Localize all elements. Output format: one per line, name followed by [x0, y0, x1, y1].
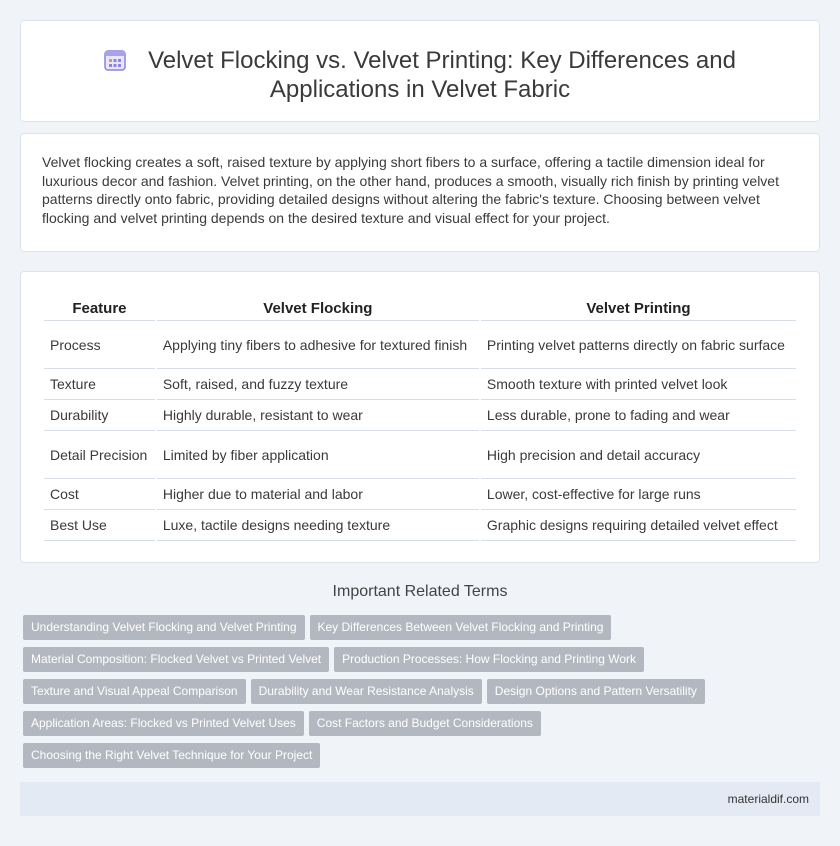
row-flocking: Applying tiny fibers to adhesive for textured finish [157, 321, 479, 369]
row-flocking: Limited by fiber application [157, 431, 479, 479]
row-printing: Printing velvet patterns directly on fabric surface [481, 321, 796, 369]
row-feature: Best Use [44, 510, 155, 541]
table-header-row [44, 295, 796, 321]
row-flocking: Highly durable, resistant to wear [157, 400, 479, 431]
related-term-tag[interactable]: Durability and Wear Resistance Analysis [251, 679, 482, 704]
header-velvet-printing: Velvet Printing [481, 295, 796, 321]
related-term-tag[interactable]: Application Areas: Flocked vs Printed Velvet Uses [23, 711, 304, 736]
intro-paragraph: Velvet flocking creates a soft, raised texture by applying short fibers to a surface, offering a tactile dimension ideal for luxurious decor and fashion. Velvet printing, on the other hand, produces a smooth, visually rich finish by printing velvet patterns directly onto fabric, providing detailed designs without altering the fabric's texture. Choosing between velvet flocking and velvet printing depends on the desired texture and visual effect for your project. [42, 154, 779, 226]
row-flocking: Luxe, tactile designs needing texture [157, 510, 479, 541]
title-line-1: Velvet Flocking vs. Velvet Printing: Key Differences and [148, 47, 736, 74]
calendar-grid-icon [104, 49, 126, 71]
comparison-card [20, 271, 820, 563]
header-velvet-flocking: Velvet Flocking [157, 295, 479, 321]
table-row [44, 510, 796, 541]
page-title [21, 46, 819, 104]
related-term-tag[interactable]: Material Composition: Flocked Velvet vs Printed Velvet [23, 647, 329, 672]
table-row [44, 431, 796, 479]
title-line-2: Applications in Velvet Fabric [269, 76, 571, 103]
row-printing: Less durable, prone to fading and wear [481, 400, 796, 431]
row-printing: Lower, cost-effective for large runs [481, 479, 796, 510]
row-flocking: Higher due to material and labor [157, 479, 479, 510]
row-feature: Detail Precision [44, 431, 155, 479]
row-feature: Durability [44, 400, 155, 431]
row-flocking: Soft, raised, and fuzzy texture [157, 369, 479, 400]
related-term-tag[interactable]: Key Differences Between Velvet Flocking and Printing [310, 615, 612, 640]
related-term-tag[interactable]: Production Processes: How Flocking and Printing Work [334, 647, 644, 672]
intro-card [20, 133, 820, 252]
row-printing: Smooth texture with printed velvet look [481, 369, 796, 400]
table-row [44, 369, 796, 400]
table-row [44, 479, 796, 510]
footer [20, 782, 820, 816]
table-row [44, 400, 796, 431]
related-term-tag[interactable]: Design Options and Pattern Versatility [487, 679, 705, 704]
row-printing: High precision and detail accuracy [481, 431, 796, 479]
related-term-tag[interactable]: Choosing the Right Velvet Technique for Your Project [23, 743, 320, 768]
related-term-tag[interactable]: Cost Factors and Budget Considerations [309, 711, 541, 736]
related-term-tag[interactable]: Understanding Velvet Flocking and Velvet Printing [23, 615, 305, 640]
footer-site-link[interactable]: materialdif.com [727, 792, 809, 806]
comparison-table [42, 295, 798, 541]
table-row [44, 321, 796, 369]
row-printing: Graphic designs requiring detailed velvet effect [481, 510, 796, 541]
title-card [20, 20, 820, 122]
row-feature: Texture [44, 369, 155, 400]
row-feature: Cost [44, 479, 155, 510]
row-feature: Process [44, 321, 155, 369]
related-term-tag[interactable]: Texture and Visual Appeal Comparison [23, 679, 246, 704]
related-terms-title: Important Related Terms [332, 583, 508, 600]
header-feature: Feature [44, 295, 155, 321]
related-terms-list [23, 615, 823, 775]
